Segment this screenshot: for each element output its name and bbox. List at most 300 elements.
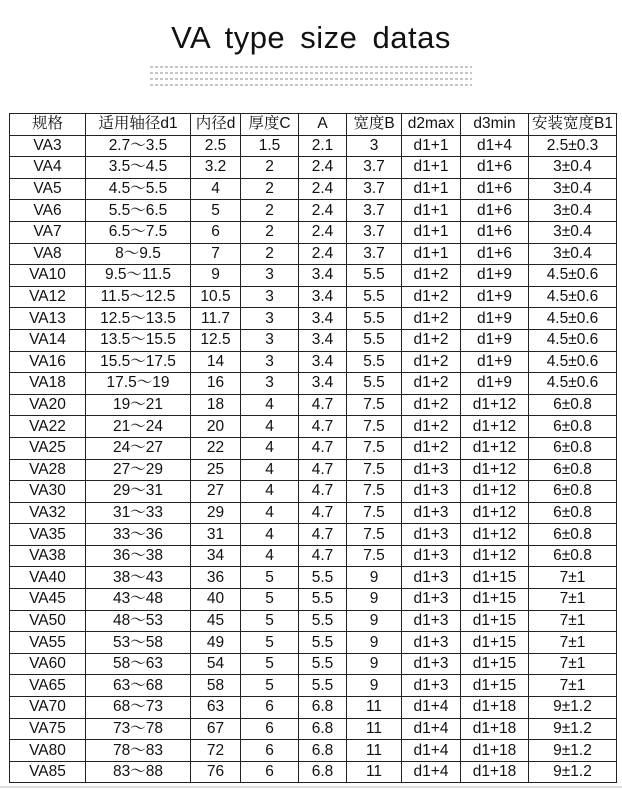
table-cell: 9±1.2	[529, 718, 617, 740]
table-cell: 38～43	[86, 567, 191, 589]
table-cell: 58～63	[86, 653, 191, 675]
table-cell: 9.5～11.5	[86, 265, 191, 287]
table-cell: 18	[191, 394, 241, 416]
table-cell: VA60	[10, 653, 86, 675]
table-cell: 9	[191, 265, 241, 287]
table-cell: 9	[347, 675, 402, 697]
table-cell: VA38	[10, 545, 86, 567]
table-cell: 2.4	[299, 243, 347, 265]
table-cell: 3±0.4	[529, 178, 617, 200]
table-header-row	[10, 114, 617, 136]
table-row	[10, 589, 617, 611]
table-cell: 9±1.2	[529, 740, 617, 762]
table-cell: 4	[191, 178, 241, 200]
table-cell: 2.7～3.5	[86, 135, 191, 157]
table-cell: 29～31	[86, 481, 191, 503]
table-row	[10, 200, 617, 222]
table-row	[10, 567, 617, 589]
table-cell: d1+2	[402, 416, 461, 438]
table-cell: d1+1	[402, 135, 461, 157]
table-cell: 7.5	[347, 459, 402, 481]
table-cell: 2.4	[299, 178, 347, 200]
table-row	[10, 308, 617, 330]
table-cell: 4.5±0.6	[529, 351, 617, 373]
table-cell: 7±1	[529, 653, 617, 675]
table-cell: 11	[347, 697, 402, 719]
table-cell: d1+4	[402, 718, 461, 740]
table-row	[10, 135, 617, 157]
table-cell: 48～53	[86, 610, 191, 632]
table-cell: 5	[191, 200, 241, 222]
faint-line	[150, 84, 472, 86]
table-cell: 5	[241, 610, 299, 632]
table-cell: 3	[241, 286, 299, 308]
table-cell: 3.7	[347, 243, 402, 265]
table-cell: 27～29	[86, 459, 191, 481]
table-cell: 43～48	[86, 589, 191, 611]
table-cell: 6.8	[299, 761, 347, 783]
table-cell: 7.5	[347, 481, 402, 503]
table-cell: 4	[241, 481, 299, 503]
table-cell: VA80	[10, 740, 86, 762]
table-cell: 2.4	[299, 157, 347, 179]
table-cell: 3.2	[191, 157, 241, 179]
table-cell: 3.4	[299, 265, 347, 287]
table-cell: 54	[191, 653, 241, 675]
table-cell: 68～73	[86, 697, 191, 719]
table-cell: 24～27	[86, 437, 191, 459]
table-row	[10, 524, 617, 546]
table-cell: 6±0.8	[529, 459, 617, 481]
table-cell: d1+3	[402, 632, 461, 654]
table-cell: VA3	[10, 135, 86, 157]
table-cell: d1+2	[402, 286, 461, 308]
table-cell: 34	[191, 545, 241, 567]
table-cell: d1+9	[461, 329, 529, 351]
table-row	[10, 221, 617, 243]
table-cell: 3.7	[347, 157, 402, 179]
table-cell: d1+18	[461, 697, 529, 719]
table-cell: 6	[241, 761, 299, 783]
table-cell: 9	[347, 589, 402, 611]
table-cell: VA30	[10, 481, 86, 503]
table-cell: VA6	[10, 200, 86, 222]
table-cell: d1+6	[461, 243, 529, 265]
table-cell: 9	[347, 567, 402, 589]
table-cell: 5.5	[347, 373, 402, 395]
table-cell: 33～36	[86, 524, 191, 546]
table-cell: 36	[191, 567, 241, 589]
table-cell: 4.5±0.6	[529, 265, 617, 287]
table-cell: VA7	[10, 221, 86, 243]
table-cell: 10.5	[191, 286, 241, 308]
table-cell: d1+2	[402, 308, 461, 330]
size-table	[9, 113, 617, 783]
table-cell: 53～58	[86, 632, 191, 654]
table-cell: VA13	[10, 308, 86, 330]
table-cell: 31	[191, 524, 241, 546]
table-cell: d1+9	[461, 308, 529, 330]
table-cell: VA28	[10, 459, 86, 481]
column-header: 内径d	[191, 114, 241, 136]
table-cell: d1+15	[461, 675, 529, 697]
table-cell: d1+3	[402, 524, 461, 546]
table-cell: d1+3	[402, 653, 461, 675]
column-header: 安装宽度B1	[529, 114, 617, 136]
table-cell: 58	[191, 675, 241, 697]
table-cell: 5.5	[299, 589, 347, 611]
table-cell: VA65	[10, 675, 86, 697]
table-cell: 6.8	[299, 718, 347, 740]
table-cell: d1+9	[461, 286, 529, 308]
table-cell: 63～68	[86, 675, 191, 697]
table-cell: 2	[241, 178, 299, 200]
table-cell: d1+3	[402, 502, 461, 524]
table-cell: 7.5	[347, 394, 402, 416]
table-row	[10, 502, 617, 524]
table-cell: 5.5	[347, 308, 402, 330]
table-row	[10, 416, 617, 438]
table-cell: 4	[241, 502, 299, 524]
column-header: 厚度C	[241, 114, 299, 136]
table-cell: 21～24	[86, 416, 191, 438]
table-row	[10, 761, 617, 783]
table-cell: 2	[241, 243, 299, 265]
table-cell: 4.7	[299, 502, 347, 524]
table-cell: 6.8	[299, 740, 347, 762]
column-header: 规格	[10, 114, 86, 136]
table-cell: 73～78	[86, 718, 191, 740]
table-cell: 4.5±0.6	[529, 308, 617, 330]
table-row	[10, 697, 617, 719]
table-cell: VA45	[10, 589, 86, 611]
table-row	[10, 351, 617, 373]
table-cell: 2	[241, 200, 299, 222]
table-cell: d1+2	[402, 373, 461, 395]
table-cell: 7.5	[347, 416, 402, 438]
table-cell: 9	[347, 632, 402, 654]
table-cell: 11	[347, 740, 402, 762]
table-cell: d1+1	[402, 178, 461, 200]
table-cell: VA8	[10, 243, 86, 265]
table-cell: 4	[241, 524, 299, 546]
table-cell: d1+6	[461, 221, 529, 243]
table-row	[10, 437, 617, 459]
table-cell: 15.5～17.5	[86, 351, 191, 373]
table-row	[10, 675, 617, 697]
table-cell: d1+1	[402, 157, 461, 179]
table-cell: d1+3	[402, 610, 461, 632]
table-cell: VA25	[10, 437, 86, 459]
table-cell: d1+18	[461, 718, 529, 740]
faint-line	[150, 78, 472, 80]
table-cell: 8～9.5	[86, 243, 191, 265]
table-cell: 3	[241, 373, 299, 395]
table-cell: d1+15	[461, 589, 529, 611]
table-cell: 3.7	[347, 221, 402, 243]
table-cell: d1+18	[461, 740, 529, 762]
table-cell: d1+18	[461, 761, 529, 783]
faint-line	[150, 72, 472, 74]
table-cell: 7.5	[347, 437, 402, 459]
table-cell: 83～88	[86, 761, 191, 783]
table-cell: d1+2	[402, 394, 461, 416]
table-cell: 3	[241, 351, 299, 373]
table-cell: 6±0.8	[529, 502, 617, 524]
table-row	[10, 481, 617, 503]
table-cell: VA32	[10, 502, 86, 524]
table-cell: 4.5±0.6	[529, 373, 617, 395]
table-cell: 3.4	[299, 308, 347, 330]
table-cell: 40	[191, 589, 241, 611]
table-cell: 20	[191, 416, 241, 438]
table-cell: 6	[241, 718, 299, 740]
table-cell: 11.5～12.5	[86, 286, 191, 308]
table-cell: d1+15	[461, 567, 529, 589]
table-cell: 3±0.4	[529, 221, 617, 243]
table-cell: 5.5	[347, 286, 402, 308]
table-cell: 7.5	[347, 524, 402, 546]
table-cell: 3.4	[299, 351, 347, 373]
table-row	[10, 545, 617, 567]
table-row	[10, 265, 617, 287]
table-cell: 5	[241, 567, 299, 589]
table-cell: d1+9	[461, 351, 529, 373]
table-cell: 76	[191, 761, 241, 783]
table-cell: d1+12	[461, 545, 529, 567]
column-header: 宽度B	[347, 114, 402, 136]
table-cell: 67	[191, 718, 241, 740]
table-cell: d1+4	[402, 697, 461, 719]
table-cell: 4.5～5.5	[86, 178, 191, 200]
table-cell: VA22	[10, 416, 86, 438]
table-cell: 4.5±0.6	[529, 286, 617, 308]
table-cell: 3.7	[347, 178, 402, 200]
table-cell: 17.5～19	[86, 373, 191, 395]
table-cell: 6±0.8	[529, 394, 617, 416]
table-row	[10, 243, 617, 265]
table-cell: 3	[241, 308, 299, 330]
table-cell: 3.4	[299, 286, 347, 308]
table-cell: 25	[191, 459, 241, 481]
table-cell: VA40	[10, 567, 86, 589]
table-cell: 3.4	[299, 329, 347, 351]
table-cell: 5.5	[299, 632, 347, 654]
table-cell: VA18	[10, 373, 86, 395]
table-cell: VA5	[10, 178, 86, 200]
table-cell: 4.7	[299, 459, 347, 481]
table-cell: 6	[241, 740, 299, 762]
table-cell: d1+9	[461, 373, 529, 395]
table-cell: 2	[241, 157, 299, 179]
table-cell: 1.5	[241, 135, 299, 157]
table-row	[10, 286, 617, 308]
table-cell: d1+2	[402, 329, 461, 351]
table-cell: 14	[191, 351, 241, 373]
table-cell: d1+6	[461, 178, 529, 200]
table-cell: 3	[241, 329, 299, 351]
table-cell: 3.5～4.5	[86, 157, 191, 179]
table-cell: d1+9	[461, 265, 529, 287]
table-cell: 7±1	[529, 589, 617, 611]
table-cell: 12.5	[191, 329, 241, 351]
table-cell: d1+12	[461, 459, 529, 481]
table-cell: d1+3	[402, 459, 461, 481]
table-cell: 7±1	[529, 632, 617, 654]
table-cell: 2.4	[299, 200, 347, 222]
table-cell: 7.5	[347, 502, 402, 524]
table-cell: 6±0.8	[529, 416, 617, 438]
table-row	[10, 718, 617, 740]
table-cell: 5	[241, 589, 299, 611]
table-cell: 9±1.2	[529, 761, 617, 783]
table-cell: 2.1	[299, 135, 347, 157]
table-cell: VA16	[10, 351, 86, 373]
table-cell: d1+12	[461, 502, 529, 524]
faint-subtitle-lines	[150, 66, 472, 86]
table-cell: 49	[191, 632, 241, 654]
table-cell: d1+3	[402, 589, 461, 611]
table-cell: 5.5	[299, 675, 347, 697]
table-cell: 4.7	[299, 394, 347, 416]
table-cell: 6	[191, 221, 241, 243]
table-cell: VA35	[10, 524, 86, 546]
table-cell: 11	[347, 761, 402, 783]
table-cell: VA50	[10, 610, 86, 632]
table-cell: 7±1	[529, 610, 617, 632]
table-cell: 5.5～6.5	[86, 200, 191, 222]
table-cell: d1+12	[461, 524, 529, 546]
table-cell: 4.7	[299, 437, 347, 459]
table-cell: 6	[241, 697, 299, 719]
table-cell: d1+4	[402, 761, 461, 783]
table-cell: 36～38	[86, 545, 191, 567]
table-cell: 45	[191, 610, 241, 632]
table-cell: VA20	[10, 394, 86, 416]
table-cell: 3.7	[347, 200, 402, 222]
table-cell: 2.5±0.3	[529, 135, 617, 157]
table-cell: 5	[241, 653, 299, 675]
page-title: VA type size datas	[171, 20, 451, 55]
table-cell: 9	[347, 610, 402, 632]
table-cell: d1+12	[461, 394, 529, 416]
table-row	[10, 632, 617, 654]
table-cell: 4	[241, 416, 299, 438]
table-cell: 5.5	[347, 351, 402, 373]
table-cell: 3±0.4	[529, 200, 617, 222]
table-cell: 5.5	[347, 265, 402, 287]
table-cell: 6.8	[299, 697, 347, 719]
table-cell: d1+4	[402, 740, 461, 762]
table-cell: d1+12	[461, 416, 529, 438]
table-cell: 9±1.2	[529, 697, 617, 719]
table-cell: 4.5±0.6	[529, 329, 617, 351]
table-cell: d1+2	[402, 265, 461, 287]
table-cell: 4	[241, 437, 299, 459]
table-cell: 6±0.8	[529, 437, 617, 459]
table-cell: 19～21	[86, 394, 191, 416]
table-row	[10, 394, 617, 416]
table-cell: 4.7	[299, 545, 347, 567]
table-cell: 22	[191, 437, 241, 459]
table-cell: 7±1	[529, 675, 617, 697]
table-cell: 27	[191, 481, 241, 503]
table-cell: d1+3	[402, 675, 461, 697]
table-cell: 2.4	[299, 221, 347, 243]
column-header: A	[299, 114, 347, 136]
table-cell: 3	[241, 265, 299, 287]
table-cell: 4.7	[299, 481, 347, 503]
table-cell: d1+6	[461, 157, 529, 179]
table-cell: VA85	[10, 761, 86, 783]
table-cell: 6±0.8	[529, 545, 617, 567]
table-cell: d1+1	[402, 221, 461, 243]
table-cell: 3±0.4	[529, 157, 617, 179]
table-row	[10, 653, 617, 675]
table-row	[10, 157, 617, 179]
table-cell: 6±0.8	[529, 524, 617, 546]
table-cell: 4.7	[299, 416, 347, 438]
table-cell: VA14	[10, 329, 86, 351]
table-cell: d1+2	[402, 437, 461, 459]
column-header: d2max	[402, 114, 461, 136]
table-cell: d1+12	[461, 481, 529, 503]
table-row	[10, 178, 617, 200]
table-cell: 72	[191, 740, 241, 762]
bottom-divider	[0, 786, 622, 788]
table-cell: d1+15	[461, 610, 529, 632]
table-cell: VA70	[10, 697, 86, 719]
table-cell: d1+12	[461, 437, 529, 459]
table-cell: 11.7	[191, 308, 241, 330]
table-row	[10, 459, 617, 481]
table-cell: d1+3	[402, 545, 461, 567]
table-cell: 9	[347, 653, 402, 675]
table-cell: 13.5～15.5	[86, 329, 191, 351]
table-cell: VA55	[10, 632, 86, 654]
column-header: d3min	[461, 114, 529, 136]
table-cell: 5.5	[299, 653, 347, 675]
table-cell: d1+1	[402, 243, 461, 265]
table-cell: 2	[241, 221, 299, 243]
table-cell: 6.5～7.5	[86, 221, 191, 243]
table-cell: VA10	[10, 265, 86, 287]
table-cell: 4	[241, 394, 299, 416]
table-cell: d1+1	[402, 200, 461, 222]
table-cell: d1+3	[402, 567, 461, 589]
table-cell: 63	[191, 697, 241, 719]
table-cell: d1+6	[461, 200, 529, 222]
table-cell: 7	[191, 243, 241, 265]
table-cell: d1+4	[461, 135, 529, 157]
table-cell: 4	[241, 459, 299, 481]
faint-line	[150, 66, 472, 68]
table-row	[10, 373, 617, 395]
table-cell: 16	[191, 373, 241, 395]
table-cell: VA4	[10, 157, 86, 179]
table-row	[10, 329, 617, 351]
table-body	[10, 135, 617, 783]
table-cell: 4.7	[299, 524, 347, 546]
table-cell: d1+15	[461, 653, 529, 675]
table-cell: 78～83	[86, 740, 191, 762]
table-cell: d1+3	[402, 481, 461, 503]
table-cell: 5	[241, 632, 299, 654]
table-cell: VA12	[10, 286, 86, 308]
table-cell: 5.5	[347, 329, 402, 351]
table-cell: 6±0.8	[529, 481, 617, 503]
table-cell: 3±0.4	[529, 243, 617, 265]
